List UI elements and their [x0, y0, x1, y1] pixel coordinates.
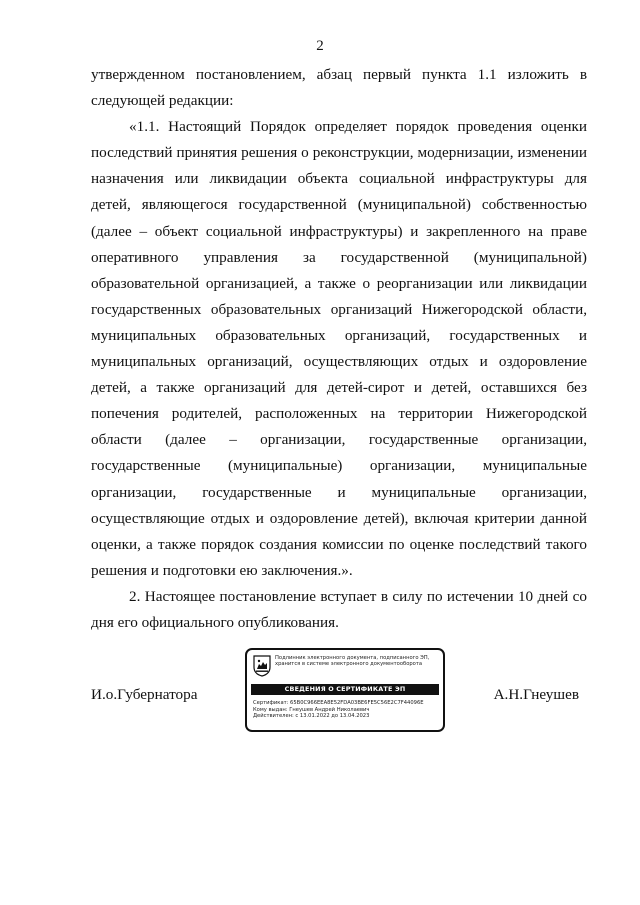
electronic-signature-stamp [245, 648, 445, 732]
paragraph-amendment: «1.1. Настоящий Порядок определяет порядок проведения оценки последствий принятия решения о реконструкции, модернизации, изменении назначения или ликвидации объекта социальной инфраструктуры для детей, являющегося государственной (муниципальной) собственностью (далее – объект социальной инфраструктуры) и закрепленного на праве оперативного управления за государственной (муниципальной) образовательной организацией, а также о реорганизации или ликвидации государственных образовательных организаций Нижегородской области, муниципальных образовательных организаций, государственных и муниципальных организаций, осуществляющих отдых и оздоровление детей, а также организаций для детей-сирот и детей, оставшихся без попечения родителей, расположенных на территории Нижегородской области (далее – организации, государственные организации, государственные (муниципальные) организации, муниципальные организации, государственные и муниципальные организации, осуществляющие отдых и оздоровление детей), включая критерии данной оценки, а также порядок создания комиссии по оценке последствий такого решения и подготовки ею заключения.». [91, 118, 587, 579]
stamp-note-line: Подлинник электронного документа, подписанного ЭП, [275, 655, 430, 661]
signatory-name: А.Н.Гнеушев [493, 686, 579, 703]
stamp-note-line: хранится в системе электронного документооборота [275, 661, 423, 668]
signatory-position: И.о.Губернатора [91, 686, 198, 703]
paragraph-effective-date: 2. Настоящее постановление вступает в силу по истечении 10 дней со дня его официального опубликования. [91, 587, 587, 631]
stamp-certificate-info [253, 700, 441, 720]
stamp-title-bar: СВЕДЕНИЯ О СЕРТИФИКАТЕ ЭП [251, 684, 439, 695]
stamp-note [275, 655, 441, 668]
document-body [91, 62, 587, 636]
page-number: 2 [316, 38, 324, 54]
coat-of-arms-icon [253, 655, 271, 677]
stamp-certificate-number: Сертификат: 65B0C966EEA8E52FDA03BE6FE5C56E2C7F44096E [253, 700, 424, 706]
stamp-issued-to: Кому выдан: Гнеушев Андрей Николаевич [253, 706, 370, 713]
stamp-validity: Действителен: с 13.01.2022 до 13.04.2023 [253, 713, 370, 720]
paragraph-intro: утвержденном постановлением, абзац первый пункта 1.1 изложить в следующей редакции: [91, 66, 587, 110]
